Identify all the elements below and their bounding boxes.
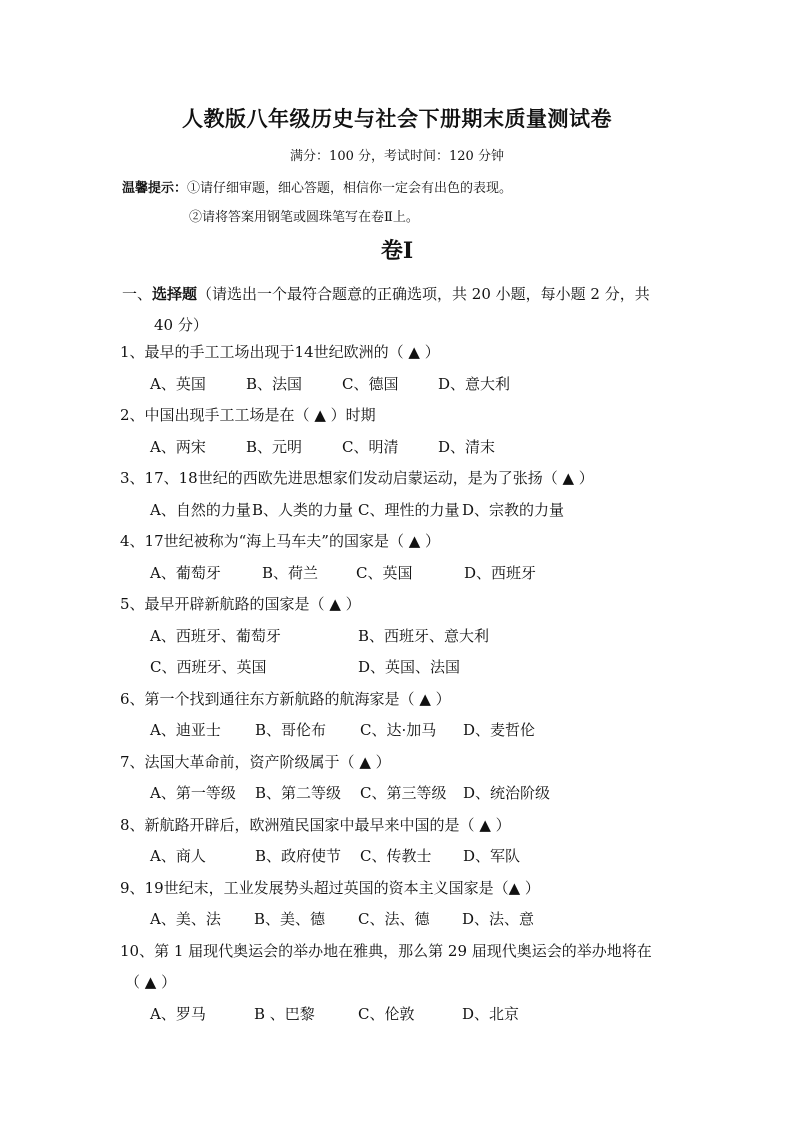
- question-stem: 5、最早开辟新航路的国家是（ ▲ ）: [120, 595, 361, 613]
- option-b: B、第二等级: [255, 784, 342, 802]
- option-d: D、北京: [462, 1004, 520, 1023]
- question-stem: 6、第一个找到通往东方新航路的航海家是（ ▲ ）: [120, 689, 451, 708]
- page-title: 人教版八年级历史与社会下册期末质量测试卷: [182, 106, 612, 131]
- option-a: A、自然的力量: [150, 500, 251, 519]
- question-stem: 8、新航路开辟后，欧洲殖民国家中最早来中国的是（ ▲ ）: [120, 815, 511, 834]
- option-d: D、麦哲伦: [463, 721, 536, 739]
- option-b: B、美、德: [254, 910, 326, 928]
- question-stem: 7、法国大革命前，资产阶级属于（ ▲ ）: [120, 752, 391, 771]
- option-d: D、法、意: [462, 910, 535, 928]
- option-c: C、达·加马: [360, 721, 437, 739]
- tips-line-1: ①请仔细审题，细心答题，相信你一定会有出色的表现。: [187, 181, 513, 196]
- question-stem: 3、17、18世纪的西欧先进思想家们发动启蒙运动，是为了张扬（ ▲ ）: [120, 469, 594, 487]
- tips-label: 温馨提示：: [122, 181, 188, 196]
- option-c: C、第三等级: [360, 784, 447, 802]
- option-b: B、政府使节: [255, 847, 342, 865]
- section-number: 一、: [122, 285, 153, 303]
- question-stem: 1、最早的手工工场出现于14世纪欧洲的（ ▲ ）: [120, 343, 440, 361]
- question-stem-continued: （ ▲ ）: [125, 973, 177, 991]
- option-d: D、清末: [438, 437, 496, 456]
- option-b: B、哥伦布: [255, 721, 327, 739]
- tips-line-2: ②请将答案用钢笔或圆珠笔写在卷Ⅱ上。: [189, 210, 419, 225]
- option-b: B、荷兰: [262, 563, 319, 582]
- option-c: C、德国: [342, 374, 399, 393]
- option-c: C、英国: [356, 563, 413, 582]
- option-a: C、西班牙、英国: [150, 658, 267, 676]
- exam-info: 满分：100 分，考试时间：120 分钟: [290, 149, 504, 164]
- option-a: A、美、法: [150, 910, 221, 928]
- option-b: B 、巴黎: [254, 1004, 315, 1023]
- tips-row-2: [189, 206, 419, 225]
- option-a: A、英国: [150, 374, 206, 393]
- option-c: C、传教士: [360, 847, 432, 865]
- option-d: D、军队: [463, 847, 521, 865]
- option-a: A、西班牙、葡萄牙: [150, 626, 281, 645]
- option-b: B、西班牙、意大利: [358, 626, 490, 645]
- section-heading: [122, 279, 682, 341]
- option-a: A、商人: [150, 847, 206, 865]
- question-stem: 4、17世纪被称为“海上马车夫”的国家是（ ▲ ）: [120, 532, 441, 550]
- option-a: A、迪亚士: [150, 721, 221, 739]
- tips-row-1: [122, 177, 512, 196]
- option-a: A、第一等级: [150, 784, 236, 802]
- section-desc-2: 40 分）: [154, 316, 208, 334]
- option-d: D、统治阶级: [463, 784, 551, 802]
- option-a: A、葡萄牙: [150, 563, 221, 582]
- option-d: D、意大利: [438, 374, 511, 393]
- option-c: C、明清: [342, 437, 399, 456]
- option-b: D、英国、法国: [358, 658, 461, 676]
- option-d: D、西班牙: [464, 563, 537, 582]
- question-stem: 2、中国出现手工工场是在（ ▲ ）时期: [120, 406, 376, 424]
- option-b: B、法国: [246, 374, 303, 393]
- option-a: A、两宋: [150, 437, 206, 456]
- option-c: C、理性的力量: [358, 500, 460, 519]
- volume-title: 卷Ⅰ: [380, 238, 414, 264]
- question-stem: 10、第 1 届现代奥运会的举办地在雅典，那么第 29 届现代奥运会的举办地将在: [120, 941, 652, 960]
- section-name: 选择题: [152, 285, 198, 303]
- option-a: A、罗马: [150, 1004, 206, 1023]
- option-d: D、宗教的力量: [462, 500, 565, 519]
- question-stem: 9、19世纪末，工业发展势头超过英国的资本主义国家是（▲ ）: [120, 878, 540, 897]
- option-b: B、元明: [246, 437, 303, 456]
- option-b: B、人类的力量: [252, 500, 354, 519]
- option-c: C、伦敦: [358, 1004, 415, 1023]
- option-c: C、法、德: [358, 910, 430, 928]
- section-desc-1: （请选出一个最符合题意的正确选项，共 20 小题，每小题 2 分，共: [197, 285, 650, 303]
